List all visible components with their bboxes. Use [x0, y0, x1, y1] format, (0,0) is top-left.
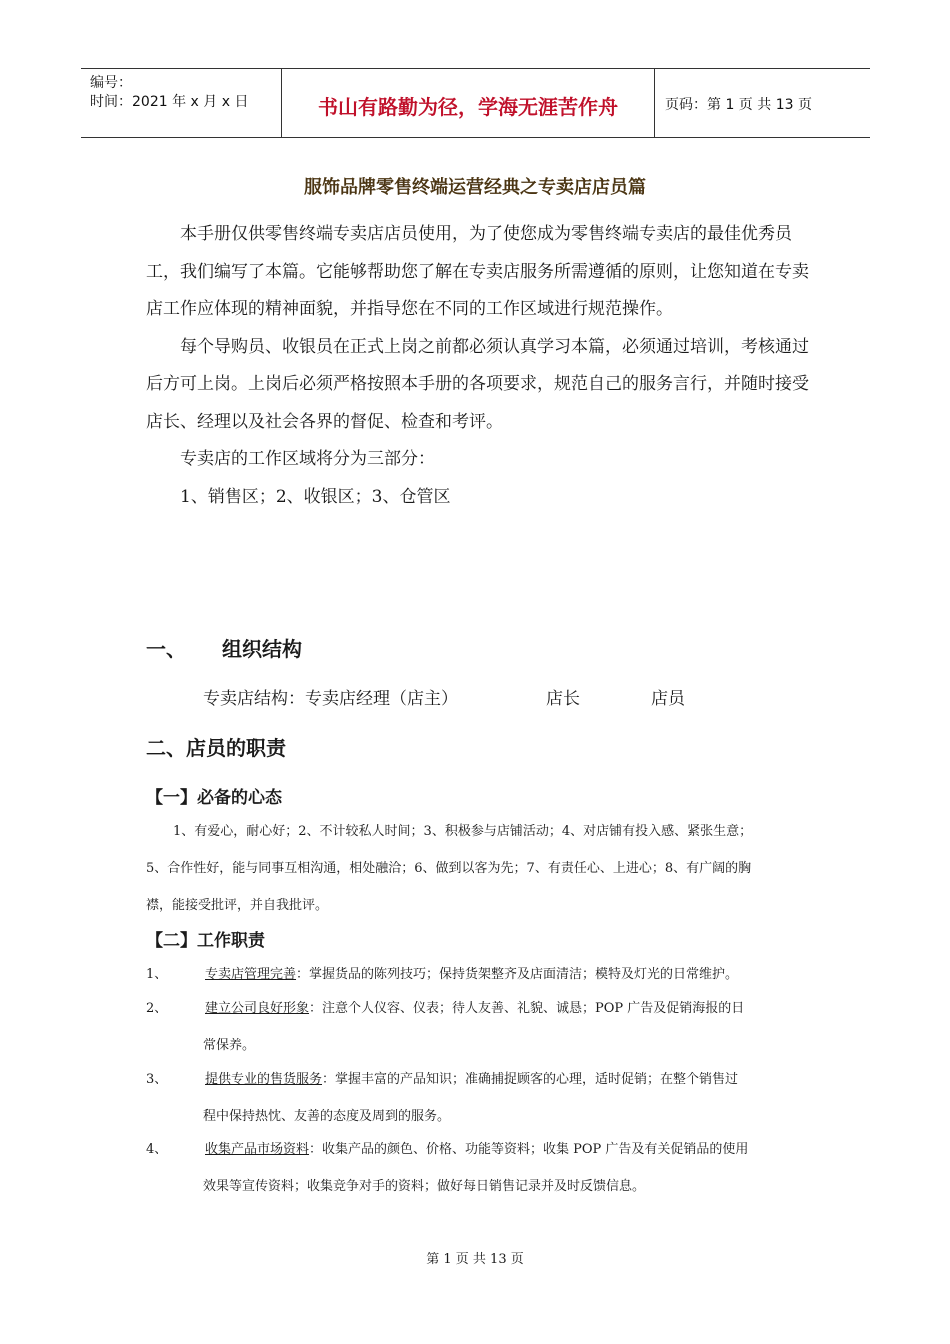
mindset-line: 襟，能接受批评，并自我批评。 — [146, 898, 329, 913]
document-date: 时间：2021 年 x 月 x 日 — [90, 94, 249, 110]
section1-heading: 组织结构 — [222, 637, 302, 661]
duty-text-continued: 常保养。 — [203, 1038, 256, 1053]
document-number-label: 编号： — [90, 75, 132, 91]
duty-heading: 收集产品市场资料 — [205, 1142, 310, 1157]
header-page-info: 页码：第 1 页 共 13 页 — [665, 97, 812, 113]
document-title: 服饰品牌零售终端运营经典之专卖店店员篇 — [304, 177, 646, 198]
work-areas-list: 1、销售区；2、收银区；3、仓管区 — [180, 486, 451, 507]
intro-paragraph: 每个导购员、收银员在正式上岗之前都必须认真学习本篇，必须通过培训，考核通过后方可上岗。上岗后必须严格按照本手册的各项要求，规范自己的服务言行，并随时接受店长、经理以及社会各界的督促、检查和考评。 — [146, 336, 809, 432]
intro-paragraph: 专卖店的工作区域将分为三部分： — [180, 449, 435, 469]
duty-number: 2、 — [146, 1001, 168, 1016]
duty-item — [205, 1138, 748, 1157]
duty-text: ：掌握丰富的产品知识；准确捕捉顾客的心理，适时促销；在整个销售过 — [322, 1072, 739, 1087]
subsection-mindset-heading: 【一】必备的心态 — [146, 788, 282, 808]
duty-text: ：收集产品的颜色、价格、功能等资料；收集 POP 广告及有关促销品的使用 — [309, 1142, 749, 1157]
duty-item — [205, 1068, 738, 1087]
header-motto-cell — [282, 69, 655, 137]
duty-number: 3、 — [146, 1072, 168, 1087]
mindset-line: 1、有爱心，耐心好；2、不计较私人时间；3、积极参与店铺活动；4、对店铺有投入感、紧张生意； — [173, 824, 753, 839]
duty-heading: 专卖店管理完善 — [205, 967, 297, 982]
subsection-duties-heading: 【二】工作职责 — [146, 931, 265, 951]
duty-number: 4、 — [146, 1142, 168, 1157]
intro-section — [146, 216, 810, 516]
duty-number: 1、 — [146, 967, 168, 982]
header-page-cell — [655, 69, 870, 137]
store-structure-manager: 店长 — [546, 689, 580, 709]
duty-item — [205, 963, 738, 982]
duty-text: ：掌握货品的陈列技巧；保持货架整齐及店面清洁；模特及灯光的日常维护。 — [296, 967, 739, 982]
duty-text-continued: 效果等宣传资料；收集竞争对手的资料；做好每日销售记录并及时反馈信息。 — [203, 1179, 646, 1194]
duty-text: ：注意个人仪容、仪表；待人友善、礼貌、诚恳；POP 广告及促销海报的日 — [309, 1001, 745, 1016]
header-motto: 书山有路勤为径，学海无涯苦作舟 — [318, 95, 618, 119]
page-footer: 第 1 页 共 13 页 — [426, 1252, 524, 1267]
duty-item — [205, 997, 744, 1016]
section2-heading: 二、店员的职责 — [146, 736, 286, 760]
section1-number: 一、 — [146, 637, 186, 661]
header-meta-cell — [81, 69, 282, 137]
mindset-line: 5、合作性好，能与同事互相沟通，相处融洽；6、做到以客为先；7、有责任心、上进心；8、有广阔的胸 — [146, 861, 752, 876]
store-structure-label: 专卖店结构：专卖店经理（店主） — [203, 689, 458, 709]
document-header — [81, 68, 870, 138]
duty-text-continued: 程中保持热忱、友善的态度及周到的服务。 — [203, 1109, 451, 1124]
intro-paragraph: 本手册仅供零售终端专卖店店员使用，为了使您成为零售终端专卖店的最佳优秀员工，我们编写了本篇。它能够帮助您了解在专卖店服务所需遵循的原则，让您知道在专卖店工作应体现的精神面貌，并指导您在不同的工作区域进行规范操作。 — [146, 224, 809, 319]
duty-heading: 提供专业的售货服务 — [205, 1072, 323, 1087]
duty-heading: 建立公司良好形象 — [205, 1001, 310, 1016]
store-structure-staff: 店员 — [651, 689, 685, 709]
